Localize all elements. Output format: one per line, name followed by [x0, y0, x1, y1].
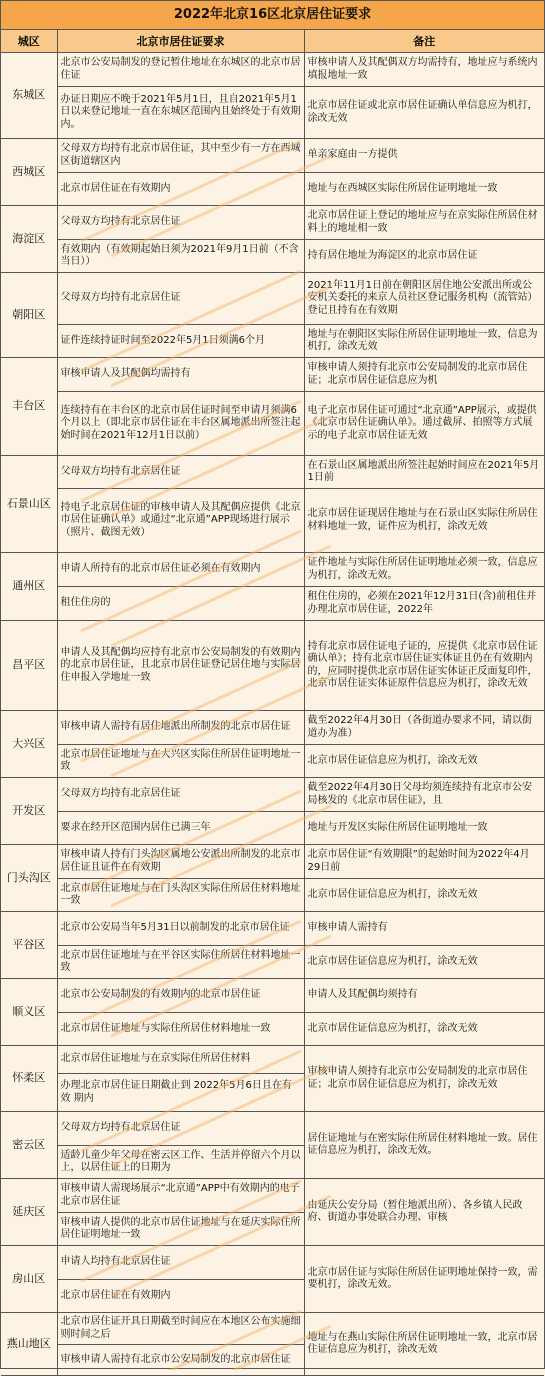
- note-cell: 申请人及其配偶均须持有: [304, 979, 544, 1013]
- requirement-cell: 北京市居住证在有效期内: [57, 1280, 304, 1313]
- requirement-cell: 要求在经开区范围内居住已满三年: [57, 812, 304, 845]
- district-cell: 密云区: [1, 1112, 57, 1179]
- note-cell: 审核申请人须持有北京市公安局制发的北京市居住证；北京市居住证信息应为机: [304, 358, 544, 392]
- table-row: [1, 621, 544, 711]
- requirement-cell: 父母双方均持有北京市居住证，其中至少有一方在西城区街道辖区内: [57, 139, 304, 173]
- table-body: [1, 53, 544, 1376]
- table-row: [1, 778, 544, 812]
- requirement-cell: 审核申请人提供的北京市居住证地址与在延庆实际住所居住证明地址一致: [57, 1213, 304, 1246]
- requirement-cell: 北京市居住证在有效期内: [57, 173, 304, 206]
- requirement-cell: 证件连续持证时间至2022年5月1日须满6个月: [57, 325, 304, 358]
- note-cell: 截至2022年4月30日父母均须连续持有北京市公安局核发的《北京市居住证》，且: [304, 778, 544, 812]
- note-cell: 北京市居住证或北京市居住证确认单信息应为机打，涂改无效: [304, 87, 544, 139]
- requirement-cell: 北京市公安局当年5月31日以前制发的北京市居住证: [57, 912, 304, 946]
- note-cell: 电子北京市居住证可通过“北京通”APP展示，或提供《北京市居住证确认单》。通过截屏、拍照等方式展示的电子北京市居住证无效: [304, 392, 544, 456]
- sheet-title: 2022年北京16区北京居住证要求: [1, 1, 544, 30]
- note-cell: 北京市居住证上登记的地址应与在京实际住所居住材料上的地址相一致: [304, 206, 544, 240]
- note-cell: 2021年11月1日前在朝阳区居住地公安派出所或公安机关委托的来京人员社区登记服务机构（流管站）登记且持有在有效期: [304, 273, 544, 325]
- note-cell: 北京市居住证信息应为机打，涂改无效: [304, 946, 544, 979]
- table-row: [1, 392, 544, 456]
- requirement-cell: 租住住房的: [57, 587, 304, 621]
- table-row: [1, 489, 544, 553]
- district-cell: 门头沟区: [1, 845, 57, 912]
- table-row: [1, 240, 544, 273]
- table-row: [1, 1246, 544, 1280]
- requirement-cell: 审核申请人需持有居住地派出所制发的北京市居住证: [57, 711, 304, 745]
- table-row: [1, 53, 544, 87]
- requirement-cell: 父母双方均持有北京居住证: [57, 1112, 304, 1146]
- table-row: [1, 87, 544, 139]
- table-row: [1, 1313, 544, 1345]
- note-cell: 地址与在燕山实际住所居住证明地址一致，北京市居住证信息应为机打，涂改无效: [304, 1313, 544, 1376]
- requirement-cell: 有效期内（有效期起始日须为2021年9月1日前（不含当日））: [57, 240, 304, 273]
- table-row: [1, 456, 544, 489]
- requirement-cell: 北京市居住证地址与在平谷区实际住所居住材料地址一致: [57, 946, 304, 979]
- note-cell: 北京市居住证“有效期限”的起始时间为2022年4月29日前: [304, 845, 544, 879]
- table-row: [1, 745, 544, 778]
- requirement-cell: 申请人所持有的北京市居住证必须在有效期内: [57, 553, 304, 587]
- requirement-cell: 父母双方均持有北京居住证: [57, 778, 304, 812]
- district-cell: 延庆区: [1, 1179, 57, 1246]
- note-cell: 北京市居住证现居住地址与在石景山区实际住所居住材料地址一致，证件应为机打，涂改无效: [304, 489, 544, 553]
- requirement-cell: 北京市居住证地址与在京实际住所居住材料: [57, 1046, 304, 1074]
- note-cell: 审核申请人须持有北京市公安局制发的北京市居住证；北京市居住证信息应为机打，涂改无效: [304, 1046, 544, 1112]
- note-cell: 由延庆公安分局（暂住地派出所）、各乡镇人民政府、街道办事处联合办理、审核: [304, 1179, 544, 1246]
- district-cell: 通州区: [1, 553, 57, 621]
- header-row: [1, 30, 544, 53]
- requirement-cell: 父母双方均持有北京居住证: [57, 456, 304, 489]
- table-row: [1, 325, 544, 358]
- requirement-cell: 北京市居住证开具日期截至时间应在本地区公布实施细则时间之后: [57, 1313, 304, 1345]
- district-cell: 东城区: [1, 53, 57, 139]
- table-row: [1, 845, 544, 879]
- table-row: [1, 711, 544, 745]
- requirement-cell: 申请人及其配偶均应持有北京市公安局制发的有效期内的北京市居住证，且北京市居住证登记居住地与实际居住申报入学地址一致: [57, 621, 304, 711]
- district-cell: 昌平区: [1, 621, 57, 711]
- table-row: [1, 812, 544, 845]
- table-row: [1, 879, 544, 912]
- header-note: 备注: [304, 30, 544, 53]
- note-cell: 证件地址与实际住所居住证明地址必须一致，信息应为机打，涂改无效。: [304, 553, 544, 587]
- header-requirement: 北京市居住证要求: [57, 30, 304, 53]
- note-cell: 居住证地址与在密实际住所居住材料地址一致。居住证信息应为机打，涂改无效。: [304, 1112, 544, 1179]
- table-row: [1, 979, 544, 1013]
- district-cell: 西城区: [1, 139, 57, 206]
- table-row: [1, 173, 544, 206]
- requirement-cell: 审核申请人需持有北京市公安局制发的北京市居住证: [57, 1345, 304, 1376]
- table-row: [1, 206, 544, 240]
- note-cell: 单亲家庭由一方提供: [304, 139, 544, 173]
- table-row: [1, 912, 544, 946]
- note-cell: 北京市居住证信息应为机打，涂改无效: [304, 745, 544, 778]
- requirement-cell: 北京市居住证地址与在大兴区实际住所居住证明地址一致: [57, 745, 304, 778]
- table-row: [1, 587, 544, 621]
- requirement-cell: 北京市公安局制发的有效期内的北京市居住证: [57, 979, 304, 1013]
- note-cell: 租住住房的，必须在2021年12月31日(含)前租住并办理北京市居住证，2022年: [304, 587, 544, 621]
- note-cell: 北京市居住证信息应为机打，涂改无效: [304, 879, 544, 912]
- note-cell: 审核申请人及其配偶双方均需持有，地址应与系统内填报地址一致: [304, 53, 544, 87]
- table-row: [1, 139, 544, 173]
- note-cell: 截至2022年4月30日（各街道办要求不同，请以街道办为准）: [304, 711, 544, 745]
- requirement-cell: 审核申请人需现场展示“北京通”APP中有效期内的电子北京市居住证: [57, 1179, 304, 1213]
- district-cell: 顺义区: [1, 979, 57, 1046]
- requirement-cell: 北京市居住证地址与实际住所居住材料地址一致: [57, 1013, 304, 1046]
- note-cell: 持有北京市居住证电子证的，应提供《北京市居住证确认单》；持有北京市居住证实体证且仍在有效期内的，应同时提供北京市居住证实体证正反面复印件，北京市居住证实体证原件信息应为机打，涂改无效: [304, 621, 544, 711]
- district-cell: 燕山地区: [1, 1313, 57, 1376]
- table-row: [1, 358, 544, 392]
- requirements-table: [1, 30, 544, 1376]
- note-cell: 地址与在西城区实际住所居住证明地址一致: [304, 173, 544, 206]
- requirement-cell: 北京市居住证地址与在门头沟区实际住所居住材料地址一致: [57, 879, 304, 912]
- table-row: [1, 1046, 544, 1074]
- requirement-cell: 申请人均持有北京居住证: [57, 1246, 304, 1280]
- district-cell: 石景山区: [1, 456, 57, 553]
- table-row: [1, 1112, 544, 1146]
- note-cell: 在石景山区属地派出所签注起始时间应在2021年5月1日前: [304, 456, 544, 489]
- district-cell: 丰台区: [1, 358, 57, 456]
- district-cell: 海淀区: [1, 206, 57, 273]
- requirement-cell: 审核申请人持有门头沟区属地公安派出所制发的北京市居住证且证件在有效期: [57, 845, 304, 879]
- requirement-cell: 适龄儿童少年父母在密云区工作、生活并停留六个月以上，以居住证上的日期为: [57, 1146, 304, 1179]
- table-row: [1, 946, 544, 979]
- district-cell: 平谷区: [1, 912, 57, 979]
- table-row: [1, 553, 544, 587]
- district-cell: 开发区: [1, 778, 57, 845]
- district-cell: 房山区: [1, 1246, 57, 1313]
- table-row: [1, 273, 544, 325]
- note-cell: 地址与在朝阳区实际住所居住证明地址一致，信息为机打，涂改无效: [304, 325, 544, 358]
- note-cell: 北京市居住证信息应为机打，涂改无效: [304, 1013, 544, 1046]
- header-district: 城区: [1, 30, 57, 53]
- requirement-cell: 持电子北京居住证的审核申请人及其配偶应提供《北京市居住证确认单》或通过“北京通”APP现场进行展示（照片、截图无效）: [57, 489, 304, 553]
- requirement-cell: 办理北京市居住证日期截止到 2022年5月6日且在有效 期内: [57, 1074, 304, 1112]
- district-cell: 大兴区: [1, 711, 57, 778]
- note-cell: 审核申请人需持有: [304, 912, 544, 946]
- requirement-cell: 连续持有在丰台区的北京市居住证时间至申请月须满6个月以上（即北京市居住证在丰台区属地派出所签注起始时间在2021年12月1日以前）: [57, 392, 304, 456]
- requirement-cell: 父母双方均持有北京居住证: [57, 206, 304, 240]
- note-cell: 地址与开发区实际住所居住证明地址一致: [304, 812, 544, 845]
- note-cell: 持有居住地址为海淀区的北京市居住证: [304, 240, 544, 273]
- requirement-cell: 办证日期应不晚于2021年5月1日，且自2021年5月1日以来登记地址一直在东城区范围内且始终处于有效期内。: [57, 87, 304, 139]
- table-row: [1, 1179, 544, 1213]
- requirement-cell: 父母双方均持有北京居住证: [57, 273, 304, 325]
- district-cell: 朝阳区: [1, 273, 57, 358]
- requirement-cell: 审核申请人及其配偶均需持有: [57, 358, 304, 392]
- district-cell: 怀柔区: [1, 1046, 57, 1112]
- table-row: [1, 1013, 544, 1046]
- requirement-cell: 北京市公安局制发的登记暂住地址在东城区的北京市居住证: [57, 53, 304, 87]
- note-cell: 北京市居住证与实际住所居住证明地址保持一致，需要机打，涂改无效。: [304, 1246, 544, 1313]
